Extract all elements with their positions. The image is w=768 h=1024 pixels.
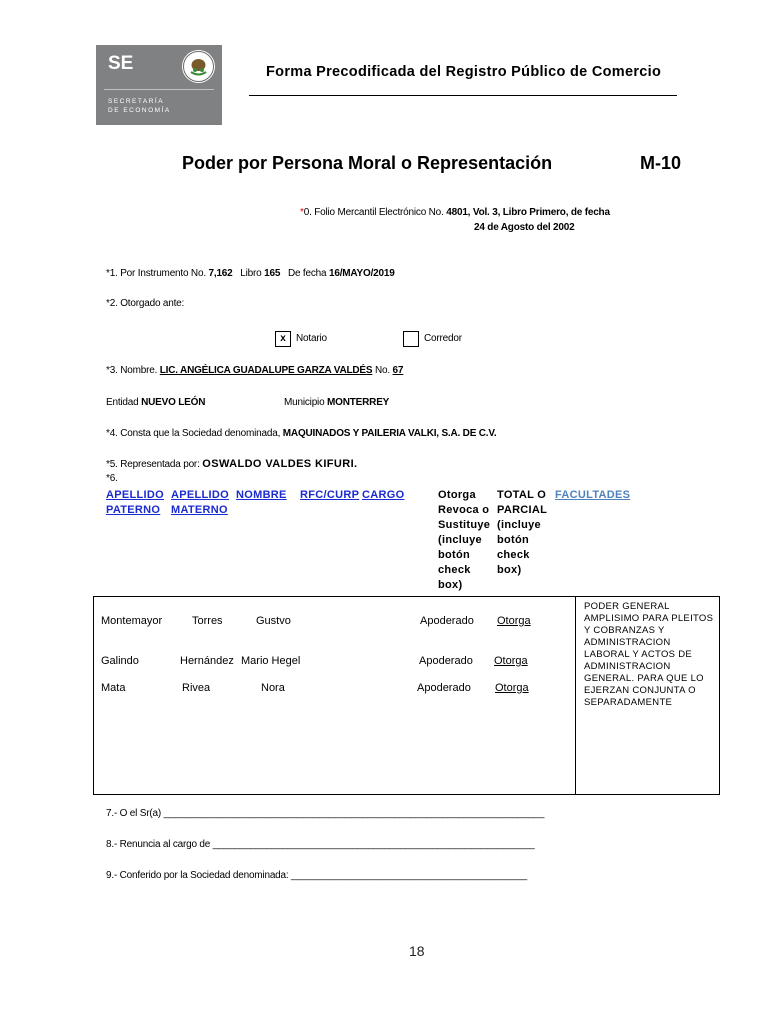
logo-divider — [104, 89, 214, 90]
field-2-label: *2. Otorgado ante: — [106, 298, 185, 309]
field-8-renuncia: 8.- Renuncia al cargo de ____________________________________________________________ — [106, 839, 535, 850]
row-2-paterno: Galindo — [101, 655, 139, 667]
row-3-cargo: Apoderado — [417, 682, 471, 694]
field-3-municipio: Municipio MONTERREY — [284, 397, 390, 408]
row-2-otorga[interactable]: Otorga — [494, 655, 528, 667]
col-rfc-curp: RFC/CURP — [300, 489, 360, 501]
row-1-nombre: Gustvo — [256, 615, 291, 627]
notario-label: Notario — [296, 333, 327, 344]
col-otorga-revoca: Otorga Revoca o Sustituye (incluye botón check box) — [438, 489, 491, 591]
col-cargo: CARGO — [362, 489, 405, 501]
col-apellido-materno: APELLIDO MATERNO — [171, 489, 230, 516]
table-divider — [575, 596, 576, 795]
row-1-materno: Torres — [192, 615, 223, 627]
form-header-title: Forma Precodificada del Registro Público de Comercio — [266, 64, 662, 80]
page-number: 18 — [409, 943, 425, 959]
row-2-cargo: Apoderado — [419, 655, 473, 667]
form-code: M-10 — [640, 153, 682, 173]
row-2-materno: Hernández — [180, 655, 234, 667]
row-3-paterno: Mata — [101, 682, 126, 694]
row-3-nombre: Nora — [261, 682, 285, 694]
field-3-nombre: *3. Nombre. LIC. ANGÉLICA GUADALUPE GARZA VALDÉS No. 67 — [106, 365, 404, 376]
row-3-materno: Rivea — [182, 682, 211, 694]
row-1-cargo: Apoderado — [420, 615, 474, 627]
field-0-date: 24 de Agosto del 2002 — [474, 222, 575, 233]
col-nombre: NOMBRE — [236, 489, 287, 501]
col-facultades: FACULTADES — [555, 489, 631, 501]
field-9-conferido: 9.- Conferido por la Sociedad denominada: ____________________________________________ — [106, 870, 527, 881]
col-apellido-paterno: APELLIDO PATERNO — [106, 489, 165, 516]
col-total-parcial: TOTAL O PARCIAL (incluye botón check box) — [497, 489, 548, 576]
facultades-text: PODER GENERAL AMPLISIMO PARA PLEITOS Y COBRANZAS Y ADMINISTRACION LABORAL Y ACTOS DE ADMINISTRACION GENERAL. PARA QUE LO EJERZAN CONJUNTA O SEPARADAMENTE — [584, 601, 714, 708]
logo-ministry-name: SECRETARÍA DE ECONOMÍA — [108, 98, 171, 114]
document-title: Poder por Persona Moral o Representación — [182, 153, 553, 173]
row-2-nombre: Mario Hegel — [241, 655, 301, 667]
field-0-folio: *0. Folio Mercantil Electrónico No. 4801, Vol. 3, Libro Primero, de fecha — [300, 207, 610, 218]
row-1-otorga[interactable]: Otorga — [497, 615, 531, 627]
corredor-label: Corredor — [424, 333, 462, 344]
field-1-instrumento: *1. Por Instrumento No. 7,162 Libro 165 De fecha 16/MAYO/2019 — [106, 268, 395, 279]
secretaria-economia-logo — [96, 45, 222, 125]
header-rule — [249, 95, 677, 96]
field-4-sociedad: *4. Consta que la Sociedad denominada, MAQUINADOS Y PAILERIA VALKI, S.A. DE C.V. — [106, 428, 497, 439]
mexico-seal-icon — [182, 50, 215, 83]
row-3-otorga[interactable]: Otorga — [495, 682, 529, 694]
field-5-representada: *5. Representada por: OSWALDO VALDES KIFURI. — [106, 458, 358, 470]
logo-abbr: SE — [108, 53, 134, 74]
corredor-checkbox[interactable] — [403, 331, 419, 347]
row-1-paterno: Montemayor — [101, 615, 163, 627]
field-7-senor: 7.- O el Sr(a) _______________________________________________________________________ — [106, 808, 545, 819]
field-6-label: *6. — [106, 473, 118, 484]
notario-checkbox[interactable]: x — [275, 331, 291, 347]
field-3-entidad: Entidad NUEVO LEÓN — [106, 397, 206, 408]
